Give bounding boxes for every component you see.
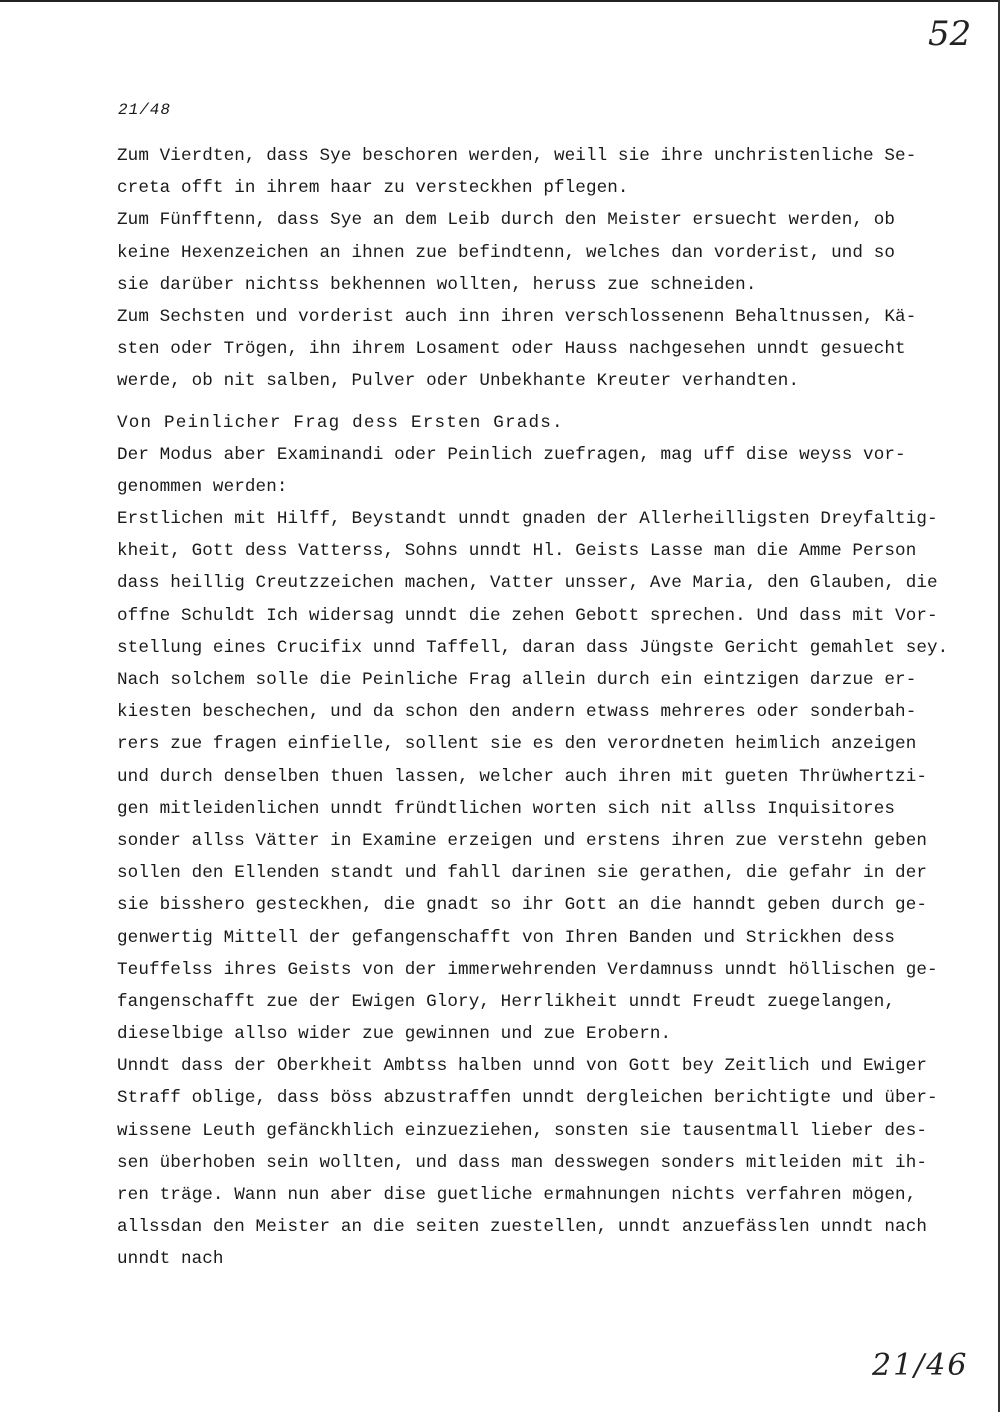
text-line: Nach solchem solle die Peinliche Frag allein durch ein eintzigen darzue er- — [117, 670, 917, 690]
text-line: sen überhoben sein wollten, und dass man desswegen sonders mitleiden mit ih- — [117, 1152, 928, 1173]
top-edge-rule — [0, 0, 1000, 2]
text-line: Erstlichen mit Hilff, Beystandt unndt gnaden der Allerheilligsten Dreyfaltig- — [117, 509, 938, 530]
text-line: ren träge. Wann nun aber dise guetliche ermahnungen nichts verfahren mögen, — [117, 1185, 917, 1205]
section-gap — [117, 398, 907, 407]
text-line: dass heillig Creutzzeichen machen, Vatter unsser, Ave Maria, den Glauben, die — [117, 573, 938, 594]
text-line: gen mitleidenlichen unndt fründtlichen worten sich nit allss Inquisitores — [117, 798, 896, 819]
text-line: wissene Leuth gefänckhlich einzueziehen, sonsten sie tausentmall lieber des- — [117, 1120, 928, 1141]
text-line: rers zue fragen einfielle, sollent sie es den verordneten heimlich anzeigen — [117, 734, 917, 755]
handwritten-folio-top: 52 — [928, 14, 972, 54]
text-line: kheit, Gott dess Vatterss, Sohns unndt Hl. Geists Lasse man die Amme Person — [117, 541, 917, 562]
text-line: fangenschafft zue der Ewigen Glory, Herrlikheit unndt Freudt zuegelangen, — [117, 991, 896, 1012]
text-line: offne Schuldt Ich widersag unndt die zehen Gebott sprechen. Und dass mit Vor- — [117, 605, 938, 626]
text-line: unndt nach — [117, 1249, 224, 1270]
text-line: dieselbige allso wider zue gewinnen und zue Erobern. — [117, 1024, 672, 1045]
text-line: Teuffelss ihres Geists von der immerwehrenden Verdamnuss unndt höllischen ge- — [117, 959, 938, 980]
text-line: sonder allss Vätter in Examine erzeigen und erstens ihren zue verstehn geben — [117, 830, 928, 851]
text-line: Zum Vierdten, dass Sye beschoren werden, weill sie ihre unchristenliche Se- — [117, 146, 917, 166]
text-line: Straff oblige, dass böss abzustraffen unndt dergleichen berichtigte und über- — [117, 1088, 938, 1109]
text-line: und durch denselben thuen lassen, welcher auch ihren mit gueten Thrüwhertzi- — [117, 766, 928, 787]
handwritten-folio-bottom: 21/46 — [872, 1348, 969, 1383]
document-body — [117, 140, 949, 1276]
text-line: Der Modus aber Examinandi oder Peinlich zuefragen, mag uff dise weyss vor- — [117, 444, 906, 465]
text-line: genwertig Mittell der gefangenschafft von Ihren Banden und Strickhen dess — [117, 927, 896, 948]
text-line: werde, ob nit salben, Pulver oder Unbekhante Kreuter verhandten. — [117, 371, 800, 392]
text-line: genommen werden: — [117, 476, 288, 497]
text-line: Unndt dass der Oberkheit Ambtss halben unnd von Gott bey Zeitlich und Ewiger — [117, 1056, 928, 1077]
text-line: sie bisshero gesteckhen, die gnadt so ihr Gott an die hanndt geben durch ge- — [117, 895, 928, 916]
section-heading: Von Peinlicher Frag dess Ersten Grads. — [117, 412, 564, 433]
text-line: sollen den Ellenden standt und fahll darinen sie gerathen, die gefahr in der — [117, 863, 928, 884]
text-line: Zum Sechsten und vorderist auch inn ihren verschlossenenn Behaltnussen, Kä- — [117, 306, 917, 327]
page-reference: 21/48 — [118, 101, 172, 119]
text-line: kiesten beschechen, und da schon den andern etwass mehreres oder sonderbah- — [117, 702, 917, 723]
text-line: stellung eines Crucifix unnd Taffell, daran dass Jüngste Gericht gemahlet sey. — [117, 637, 949, 658]
text-line: creta offt in ihrem haar zu versteckhen pflegen. — [117, 178, 629, 199]
text-line: keine Hexenzeichen an ihnen zue befindtenn, welches dan vorderist, und so — [117, 242, 896, 263]
text-line: sten oder Trögen, ihn ihrem Losament oder Hauss nachgesehen unndt gesuecht — [117, 339, 906, 360]
text-line: allssdan den Meister an die seiten zuestellen, unndt anzuefässlen unndt nach — [117, 1217, 928, 1238]
text-line: Zum Fünfftenn, dass Sye an dem Leib durch den Meister ersuecht werden, ob — [117, 210, 896, 231]
text-line: sie darüber nichtss bekhennen wollten, heruss zue schneiden. — [117, 274, 757, 295]
